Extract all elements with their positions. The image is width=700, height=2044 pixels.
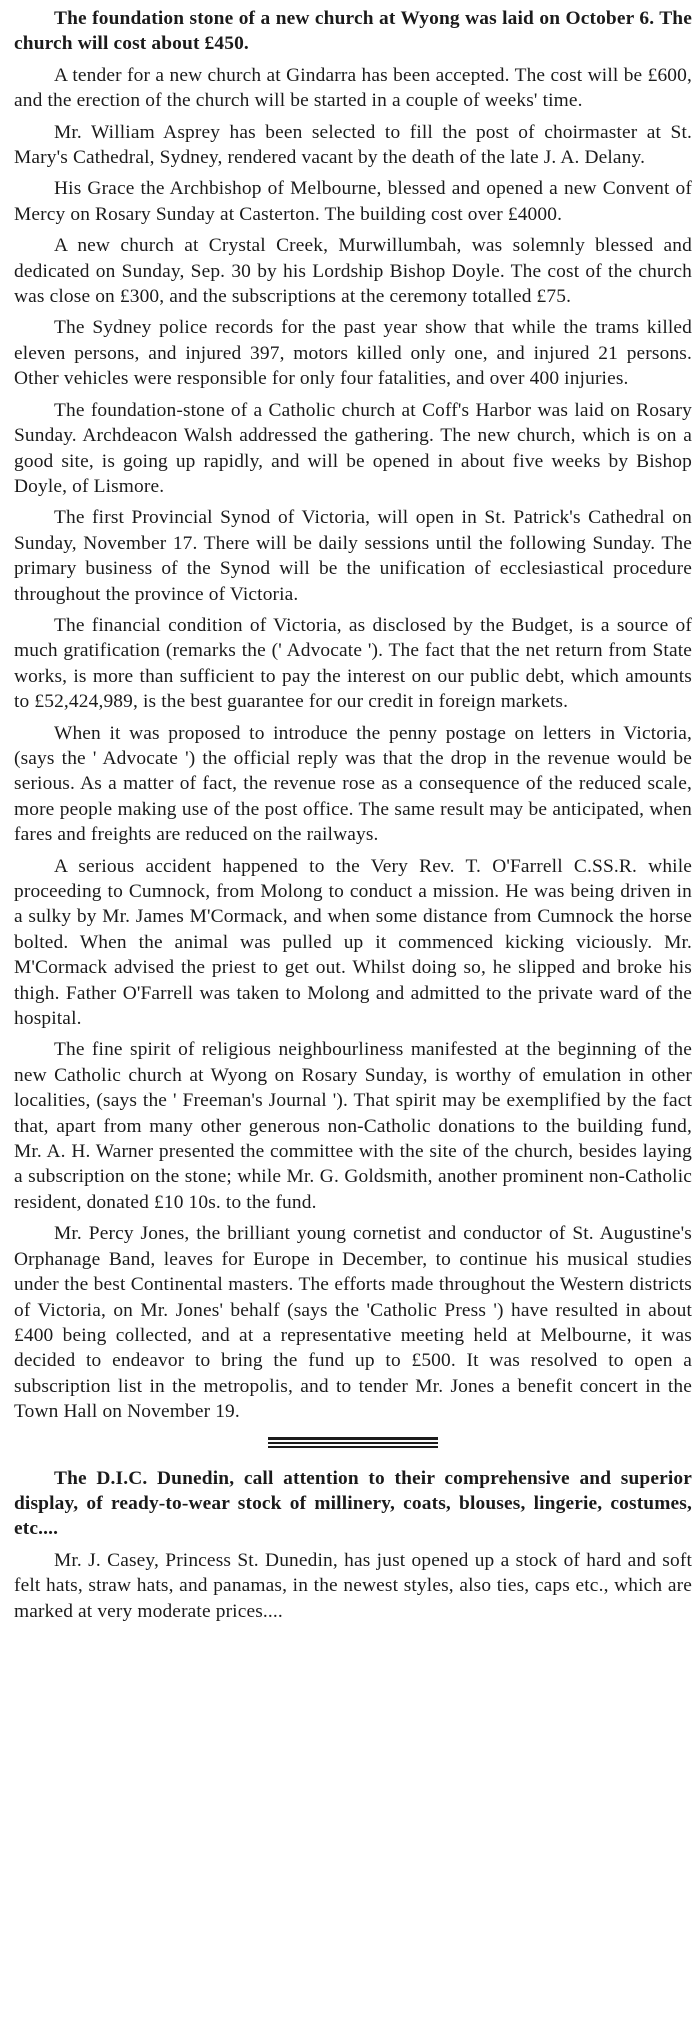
notice-paragraph: Mr. J. Casey, Princess St. Dunedin, has just opened up a stock of hard and soft felt hats, straw hats, and panamas, in the newest styles, also ties, caps etc., which are marked at very moderate prices.... xyxy=(14,1549,692,1622)
news-paragraph: The fine spirit of religious neighbourliness manifested at the beginning of the new Catholic church at Wyong on Rosary Sunday, is worthy of emulation in other localities, (says the ' Freeman's Journal '). That spirit may be exemplified by the fact that, apart from many other generous non-Catholic donations to the building fund, Mr. A. H. Warner presented the committee with the site of the church, besides laying a subscription on the stone; while Mr. G. Goldsmith, another prominent non-Catholic resident, donated £10 10s. to the fund. xyxy=(14,1039,692,1213)
news-paragraph: A tender for a new church at Gindarra has been accepted. The cost will be £600, and the erection of the church will be started in a couple of weeks' time. xyxy=(14,64,692,112)
news-paragraph: The Sydney police records for the past year show that while the trams killed eleven persons, and injured 397, motors killed only one, and injured 21 persons. Other vehicles were responsible for only four fatalities, and over 400 injuries. xyxy=(14,317,692,390)
divider-rule xyxy=(268,1442,438,1444)
news-paragraph: Mr. William Asprey has been selected to fill the post of choirmaster at St. Mary's Cathedral, Sydney, rendered vacant by the death of the late J. A. Delany. xyxy=(14,121,692,169)
advertisement-notices-section xyxy=(14,1466,692,1624)
news-paragraph: A new church at Crystal Creek, Murwillumbah, was solemnly blessed and dedicated on Sunday, Sep. 30 by his Lordship Bishop Doyle. The cost of the church was close on £300, and the subscriptions at the ceremony totalled £75. xyxy=(14,235,692,308)
news-items-section xyxy=(14,6,692,1425)
divider-rule xyxy=(268,1446,438,1448)
news-paragraph: When it was proposed to introduce the penny postage on letters in Victoria, (says the ' Advocate ') the official reply was that the drop in the revenue would be serious. As a matter of fact, the revenue rose as a consequence of the reduced scale, more people making use of the post office. The same result may be anticipated, when fares and freights are reduced on the railways. xyxy=(14,722,692,846)
news-paragraph: His Grace the Archbishop of Melbourne, blessed and opened a new Convent of Mercy on Rosary Sunday at Casterton. The building cost over £4000. xyxy=(14,178,692,225)
news-paragraph: A serious accident happened to the Very Rev. T. O'Farrell C.SS.R. while proceeding to Cumnock, from Molong to conduct a mission. He was being driven in a sulky by Mr. James M'Cormack, and when some distance from Cumnock the horse bolted. When the animal was pulled up it commenced kicking viciously. Mr. M'Cormack advised the priest to get out. Whilst doing so, he slipped and broke his thigh. Father O'Farrell was taken to Molong and admitted to the private ward of the hospital. xyxy=(14,855,692,1030)
notice-paragraph: The D.I.C. Dunedin, call attention to their comprehensive and superior display, of ready-to-wear stock of millinery, coats, blouses, lingerie, costumes, etc.... xyxy=(14,1467,692,1540)
news-paragraph: The foundation stone of a new church at Wyong was laid on October 6. The church will cost about £450. xyxy=(14,8,692,55)
news-paragraph: The financial condition of Victoria, as disclosed by the Budget, is a source of much gratification (remarks the (' Advocate '). The fact that the net return from State works, is more than sufficient to pay the interest on our public debt, which amounts to £52,424,989, is the best guarantee for our credit in foreign markets. xyxy=(14,614,692,713)
newspaper-column xyxy=(14,6,692,2038)
news-paragraph: The foundation-stone of a Catholic church at Coff's Harbor was laid on Rosary Sunday. Archdeacon Walsh addressed the gathering. The new church, which is on a good site, is going up rapidly, and will be opened in about five weeks by Bishop Doyle, of Lismore. xyxy=(14,399,692,497)
section-divider xyxy=(268,1437,438,1448)
news-paragraph: Mr. Percy Jones, the brilliant young cornetist and conductor of St. Augustine's Orphanage Band, leaves for Europe in December, to continue his musical studies under the best Continental masters. The efforts made throughout the Western districts of Victoria, on Mr. Jones' behalf (says the 'Catholic Press ') have resulted in about £400 being collected, and at a representative meeting held at Melbourne, it was decided to endeavor to bring the fund up to £500. It was resolved to open a subscription list in the metropolis, and to tender Mr. Jones a benefit concert in the Town Hall on November 19. xyxy=(14,1223,692,1423)
news-paragraph: The first Provincial Synod of Victoria, will open in St. Patrick's Cathedral on Sunday, November 17. There will be daily sessions until the following Sunday. The primary business of the Synod will be the unification of ecclesiastical procedure throughout the province of Victoria. xyxy=(14,507,692,605)
divider-rule xyxy=(268,1437,438,1440)
